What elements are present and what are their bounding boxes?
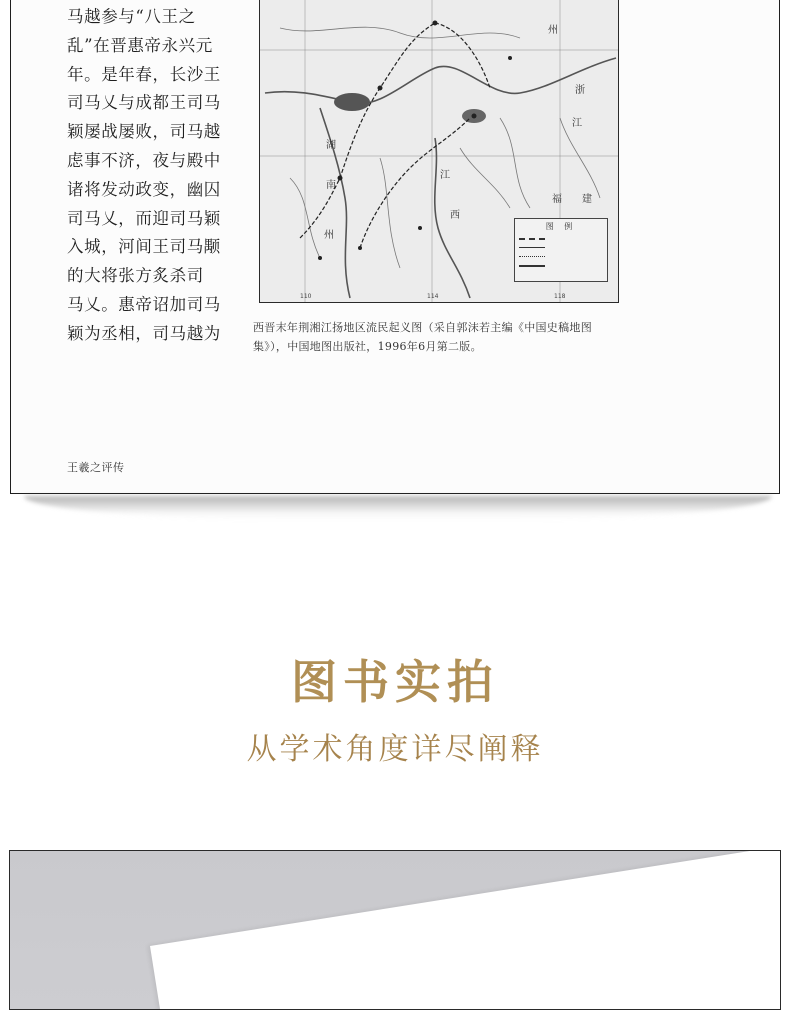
map-region-label: 州 — [324, 230, 334, 241]
body-line: 入城，河间王司马颙 — [67, 237, 221, 257]
body-line: 诸将发动政变，幽囚 — [67, 179, 221, 199]
book-sheet — [150, 850, 781, 1010]
body-line: 马越参与“八王之 — [67, 7, 196, 26]
map-region-label: 西 — [450, 210, 460, 221]
legend-row — [519, 252, 603, 261]
body-line: 颖屡战屡败，司马越 — [67, 122, 221, 142]
map-region-label: 浙 — [575, 85, 585, 96]
body-line: 马乂。惠帝诏加司马 — [67, 294, 221, 314]
map-legend — [514, 218, 608, 282]
map-longitude-label: 110 — [300, 293, 312, 300]
map-region-label: 江 — [440, 170, 450, 181]
legend-row — [519, 261, 603, 270]
book-body-text — [67, 3, 233, 349]
book-photo — [9, 850, 781, 1010]
body-line: 司马乂与成都王司马 — [67, 93, 221, 113]
body-line: 司马乂，而迎司马颖 — [67, 208, 221, 228]
body-line: 年。是年春，长沙王 — [67, 64, 221, 84]
legend-row — [519, 243, 603, 252]
map-caption: 西晋末年荆湘江扬地区流民起义图（采自郭沫若主编《中国史稿地图集》），中国地图出版社，1996年6月第二版。 — [253, 321, 592, 353]
map-legend-title: 图 例 — [545, 222, 577, 231]
book-page-photo — [10, 0, 780, 494]
body-line: 的大将张方炙杀司 — [67, 266, 204, 286]
map-region-label: 州 — [548, 25, 558, 36]
historical-map — [259, 0, 619, 303]
legend-row — [519, 234, 603, 243]
map-region-label: 建 — [582, 194, 592, 205]
map-region-label: 湖 — [326, 140, 336, 151]
map-region-label: 福 — [552, 194, 562, 205]
body-line: 虑事不济，夜与殿中 — [67, 150, 221, 170]
map-longitude-label: 118 — [554, 293, 566, 300]
map-longitude-label: 114 — [427, 293, 439, 300]
body-line: 乱”在晋惠帝永兴元 — [67, 35, 213, 55]
running-footer: 王羲之评传 — [67, 461, 125, 474]
section-subtitle: 从学术角度详尽阐释 — [246, 732, 544, 767]
map-region-label: 南 — [326, 180, 336, 191]
body-line: 颖为丞相，司马越为 — [67, 323, 221, 343]
map-region-label: 江 — [572, 118, 582, 129]
page-shadow — [24, 496, 772, 520]
section-title: 图书实拍 — [291, 655, 499, 709]
